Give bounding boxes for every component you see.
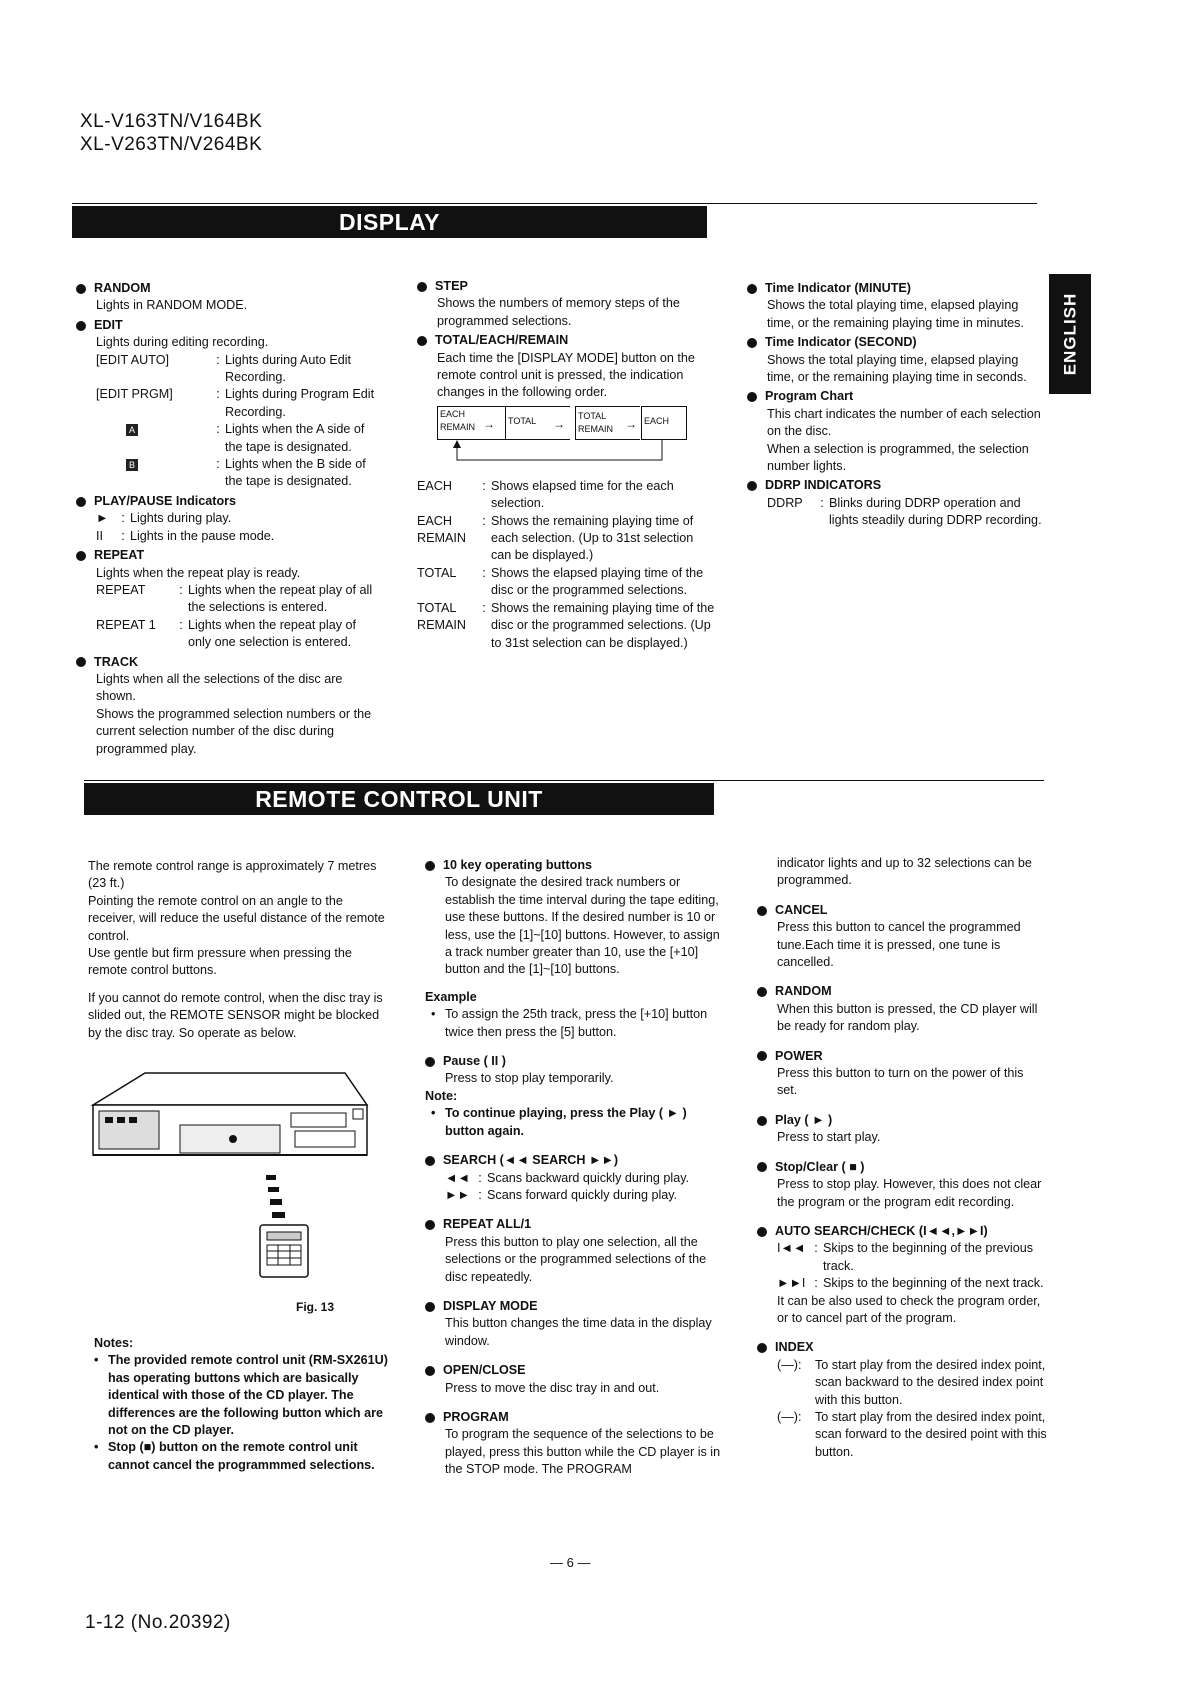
bullet-icon [747,481,757,491]
note-heading: Note: [425,1088,458,1103]
example-item: • To assign the 25th track, press the [+10] button twice then press the [5] button. [431,1007,708,1039]
item-row: EACH : Shows elapsed time for the each selection. [417,478,674,511]
bullet-icon [425,1413,435,1423]
item-text: This chart indicates the number of each selection on the disc. [767,406,1041,439]
item-heading: INDEX [757,1339,1047,1356]
section-rule [72,203,1037,204]
item-text: Shows the total playing time, elapsed playing time, or the remaining playing time in seconds. [767,352,1027,385]
arrow-icon: → [483,416,495,431]
example-heading: Example [425,989,477,1004]
item-text: Press to stop play. However, this does not clear the program or the program edit recording. [777,1177,1042,1209]
bullet-icon [76,657,86,667]
remote-col-1 [88,858,388,1042]
document-number: 1-12 (No.20392) [85,1612,231,1633]
section-rule [84,780,1044,781]
flow-box: TOTAL [505,406,570,440]
arrow-icon: → [553,416,565,431]
item-row: ►► : Scans forward quickly during play. [445,1187,678,1202]
item-text: Press to start play. [777,1130,881,1145]
loop-arrow [437,440,687,466]
item-row: (—): To start play from the desired index point, scan forward to the desired point with this button. [777,1409,1047,1459]
section-banner-remote [84,783,714,815]
arrow-icon: → [625,416,637,431]
item-text: Each time the [DISPLAY MODE] button on the remote control unit is pressed, the indication changes in the following order. [437,350,695,400]
item-heading: STEP [417,278,717,295]
item-text: Press this button to cancel the programmed tune.Each time it is pressed, one tune is cancelled. [777,920,1021,970]
item-heading: EDIT [76,317,381,334]
item-text: This button changes the time data in the display window. [445,1316,712,1348]
notes-heading: Notes: [94,1336,134,1350]
item-text: Shows the programmed selection numbers or the current selection number of the disc during programmed play. [96,706,372,756]
model-line: XL-V163TN/V164BK [80,111,263,132]
bullet-icon [747,392,757,402]
item-text: Press to stop play temporarily. [445,1071,614,1086]
item-heading: RANDOM [76,280,381,297]
item-heading: AUTO SEARCH/CHECK (I◄◄,►►I) [757,1223,1047,1240]
item-text: To program the sequence of the selections to be played, press this button while the CD player is in the STOP mode. The PROGRAM [445,1427,721,1477]
bullet-icon [425,1366,435,1376]
item-row: A : Lights when the A side of the tape is designated. [76,421,381,456]
bullet-icon [76,284,86,294]
mode-flow-diagram [437,406,717,468]
item-row: [EDIT PRGM] : Lights during Program Edit Recording. [96,387,375,419]
item-text: Shows the total playing time, elapsed playing time, or the remaining playing time in minutes. [767,298,1024,330]
bullet-icon [76,321,86,331]
item-heading: Time Indicator (SECOND) [747,334,1042,351]
note-item: • To continue playing, press the Play ( ► ) button again. [431,1106,687,1138]
item-text: Lights in RANDOM MODE. [96,298,248,313]
item-heading: SEARCH (◄◄ SEARCH ►►) [425,1152,727,1169]
bullet-icon [757,1343,767,1353]
remote-col-3 [757,855,1047,1461]
item-text: Lights when all the selections of the disc are shown. [96,671,343,704]
item-heading: RANDOM [757,983,1047,1000]
item-text: Press this button to play one selection, all the selections or the programmed selections of the disc repeatedly. [445,1234,707,1284]
model-numbers [80,110,262,156]
bullet-icon [425,1302,435,1312]
item-heading: POWER [757,1048,1047,1065]
flow-box: EACH REMAIN [437,406,506,440]
tape-b-icon: B [126,459,138,471]
bullet-icon [425,1156,435,1166]
intro-text: If you cannot do remote control, when the disc tray is slided out, the REMOTE SENSOR might be blocked by the disc tray. So operate as below. [88,990,383,1040]
notes-block [94,1335,394,1474]
item-row: TOTAL : Shows the elapsed playing time of the disc or the programmed selections. [417,565,704,598]
item-row: B : Lights when the B side of the tape is designated. [76,456,381,491]
item-heading: Play ( ► ) [757,1112,1047,1129]
item-heading: REPEAT ALL/1 [425,1216,727,1233]
section-title: REMOTE CONTROL UNIT [255,785,543,812]
item-text: Press to move the disc tray in and out. [445,1380,660,1395]
item-row: DDRP : Blinks during DDRP operation and lights steadily during DDRP recording. [767,495,1042,528]
section-banner-display [72,206,707,238]
item-text: Lights during editing recording. [96,335,269,350]
item-row: ►►I : Skips to the beginning of the next track. [777,1276,1044,1291]
item-heading: PROGRAM [425,1409,727,1426]
item-text: indicator lights and up to 32 selections can be programmed. [777,856,1032,888]
item-text: Press this button to turn on the power of this set. [777,1066,1024,1098]
figure-caption: Fig. 13 [296,1300,335,1314]
intro-text: Pointing the remote control on an angle to the receiver, will reduce the useful distance of the remote control. [88,893,385,943]
item-text: It can be also used to check the program order, or to cancel part of the program. [777,1293,1041,1325]
note-item: • The provided remote control unit (RM-SX261U) has operating buttons which are basically identical with those of the CD player. The differences are the following button which are not on the CD player. [94,1353,388,1438]
cd-player-remote-figure [85,1065,375,1280]
display-col-1 [76,278,381,758]
note-item: • Stop (■) button on the remote control unit cannot cancel the programmmed selections. [94,1440,375,1472]
language-label: ENGLISH [1060,292,1079,376]
item-heading: PLAY/PAUSE Indicators [76,493,381,510]
bullet-icon [757,987,767,997]
bullet-icon [425,1220,435,1230]
item-text: To designate the desired track numbers or establish the time interval during the tape editing, use these buttons. If the desired number is 10 or less, use the [1]~[10] buttons. However, to assign a track number greater than 10, use the [+10] button and the [1]~[10] buttons. [445,875,720,977]
item-heading: Pause ( II ) [425,1053,727,1070]
item-text: When a selection is programmed, the selection number lights. [767,441,1029,474]
item-row: EACH REMAIN : Shows the remaining playing time of each selection. (Up to 31st selection can be displayed.) [417,513,694,563]
bullet-icon [757,1227,767,1237]
item-row: I◄◄ : Skips to the beginning of the previous track. [777,1241,1034,1273]
tape-a-icon: A [126,424,138,436]
bullet-icon [425,1057,435,1067]
item-row: ◄◄ : Scans backward quickly during play. [445,1170,690,1185]
display-col-3 [747,278,1042,530]
item-heading: 10 key operating buttons [425,857,727,874]
item-text: When this button is pressed, the CD player will be ready for random play. [777,1001,1038,1034]
intro-text: The remote control range is approximately 7 metres (23 ft.) [88,859,377,891]
item-row: [EDIT AUTO] : Lights during Auto Edit Recording. [96,352,352,385]
intro-text: Use gentle but firm pressure when pressing the remote control buttons. [88,946,352,978]
bullet-icon [757,1116,767,1126]
flow-box: TOTAL REMAIN [575,406,640,440]
item-heading: Program Chart [747,388,1042,405]
item-row: REPEAT : Lights when the repeat play of all the selections is entered. [96,582,373,615]
remote-col-2 [425,855,727,1479]
page-number: — 6 — [550,1555,591,1570]
item-heading: Time Indicator (MINUTE) [747,280,1042,297]
item-row: REPEAT 1 : Lights when the repeat play of only one selection is entered. [96,617,357,650]
model-line: XL-V263TN/V264BK [80,134,263,155]
item-heading: TOTAL/EACH/REMAIN [417,332,717,349]
item-heading: DISPLAY MODE [425,1298,727,1315]
bullet-icon [417,282,427,292]
item-row: ► : Lights during play. [96,511,232,526]
section-title: DISPLAY [338,208,441,235]
item-heading: TRACK [76,654,381,671]
bullet-icon [76,551,86,561]
item-heading: REPEAT [76,547,381,564]
item-row: TOTAL REMAIN : Shows the remaining playing time of the disc or the programmed selections. (Up to 31st selection can be displayed.) [417,600,715,650]
item-row: (—): To start play from the desired index point, scan backward to the desired index point with this button. [777,1357,1046,1407]
bullet-icon [425,861,435,871]
bullet-icon [757,1162,767,1172]
item-text: Shows the numbers of memory steps of the programmed selections. [437,296,680,328]
bullet-icon [417,336,427,346]
display-col-2 [417,276,717,652]
item-text: Lights when the repeat play is ready. [96,565,301,580]
item-heading: Stop/Clear ( ■ ) [757,1159,1047,1176]
item-heading: DDRP INDICATORS [747,477,1042,494]
item-heading: CANCEL [757,902,1047,919]
bullet-icon [757,906,767,916]
bullet-icon [747,284,757,294]
item-row: II : Lights in the pause mode. [96,528,275,543]
bullet-icon [757,1051,767,1061]
bullet-icon [747,338,757,348]
language-tab [1049,274,1091,394]
bullet-icon [76,497,86,507]
flow-box: EACH [641,406,687,440]
item-heading: OPEN/CLOSE [425,1362,727,1379]
